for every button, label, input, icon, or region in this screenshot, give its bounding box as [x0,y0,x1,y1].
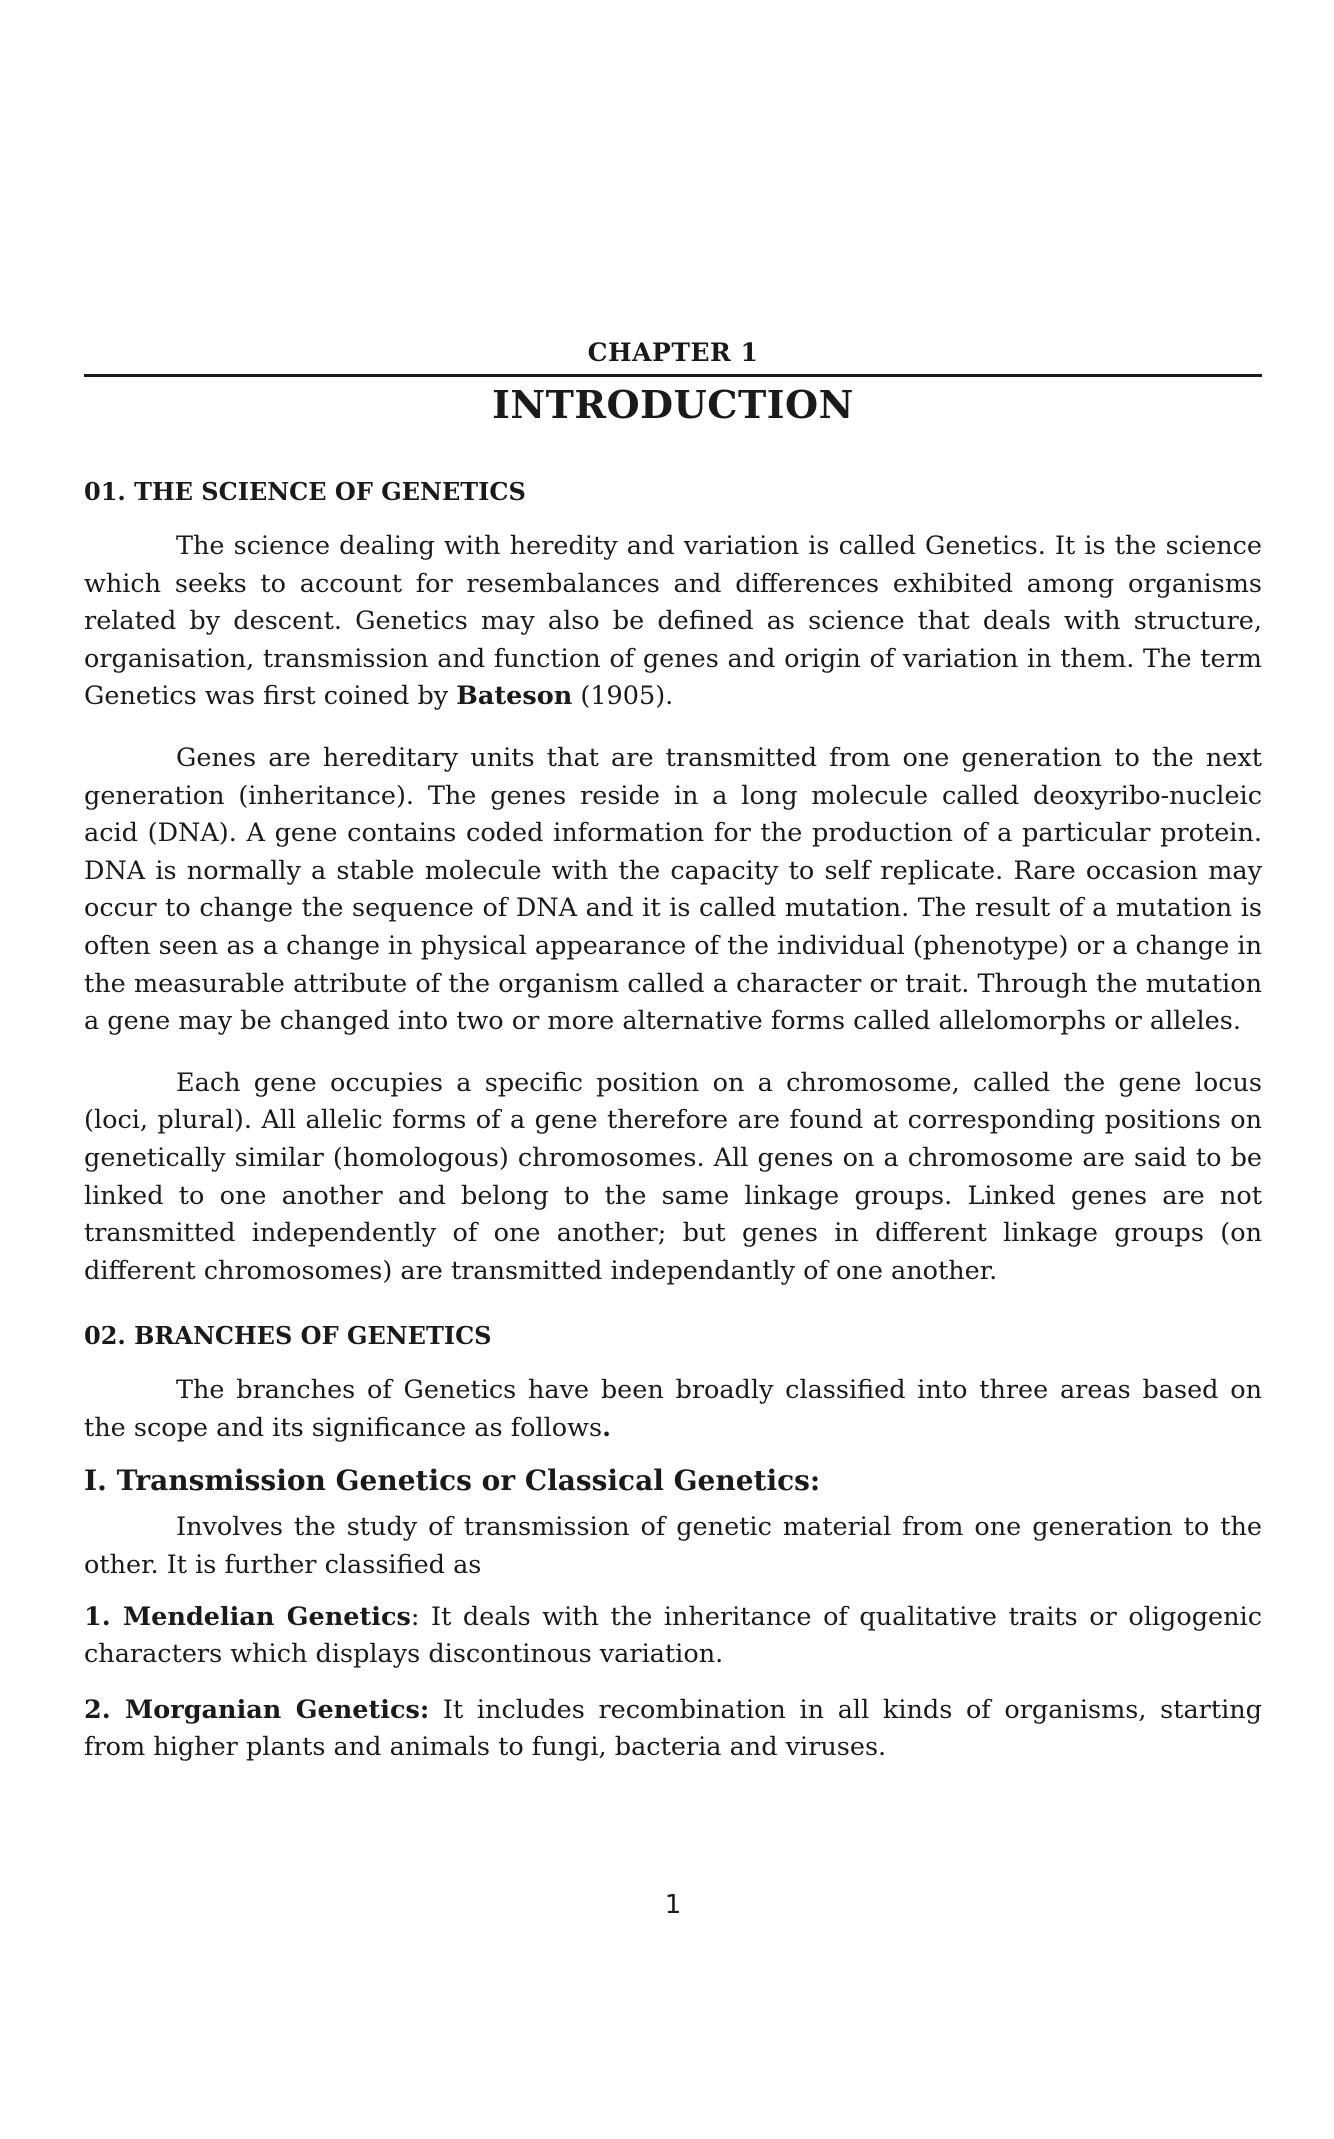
paragraph-gene-locus: Each gene occupies a specific position on a chromosome, called the gene locus (loci, plural). All allelic forms of a gene therefore are found at corresponding positions on genetically similar (homologous) chromosomes. All genes on a chromosome are said to be linked to one another and belong to the same linkage groups. Linked genes are not transmitted independently of one another; but genes in different linkage groups (on different chromosomes) are transmitted independantly of one another. [84,1067,1262,1286]
item-morganian-genetics [84,1692,1262,1767]
body-content [84,476,1262,1791]
paragraph-definition [84,528,1262,716]
chapter-label: CHAPTER 1 [587,338,759,367]
chapter-rule [84,374,1262,377]
paragraph-definition-year: (1905). [572,681,674,712]
section-heading-science-of-genetics: 01. THE SCIENCE OF GENETICS [84,477,526,506]
paragraph-transmission-genetics: Involves the study of transmission of genetic material from one generation to the other. It is further classified as [84,1512,1262,1581]
paragraph-branches-intro-text: The branches of Genetics have been broadly classified into three areas based on the scope and its significance as follows [84,1375,1262,1443]
paragraph-genes: Genes are hereditary units that are transmitted from one generation to the next generation (inheritance). The genes reside in a long molecule called deoxyribo-nucleic acid (DNA). A gene contains coded information for the production of a particular protein. DNA is normally a stable molecule with the capacity to self replicate. Rare occasion may occur to change the sequence of DNA and it is called mutation. The result of a mutation is often seen as a change in physical appearance of the individual (phenotype) or a change in the measurable attribute of the organism called a character or trait. Through the mutation a gene may be changed into two or more alternative forms called allelomorphs or alleles. [84,742,1262,1037]
item-morganian-genetics-label: 2. Morganian Genetics: [84,1694,430,1725]
chapter-title: INTRODUCTION [492,382,854,427]
section-heading-branches-of-genetics: 02. BRANCHES OF GENETICS [84,1321,492,1351]
item-morganian-genetics-text: It includes recombination in all kinds of organisms, starting from higher plants and animals to fungi, bacteria and viruses. [84,1694,1262,1763]
paragraph-branches-intro-period: . [602,1412,611,1443]
item-mendelian-genetics-label: 1. Mendelian Genetics [84,1601,411,1632]
subheading-transmission-genetics: I. Transmission Genetics or Classical Genetics: [84,1464,821,1498]
paragraph-definition-text: The science dealing with heredity and variation is called Genetics. It is the science which seeks to account for resembalances and differences exhibited among organisms related by descent. Genetics may also be defined as science that deals with structure, organisation, transmission and function of genes and origin of variation in them. The term Genetics was first coined by [84,531,1262,712]
page-number: 1 [664,1890,682,1920]
item-mendelian-genetics-text: : It deals with the inheritance of qualitative traits or oligogenic characters which displays discontinous variation. [84,1601,1262,1670]
paragraph-branches-intro [84,1372,1262,1447]
item-mendelian-genetics [84,1599,1262,1674]
bateson-name: Bateson [456,681,573,712]
